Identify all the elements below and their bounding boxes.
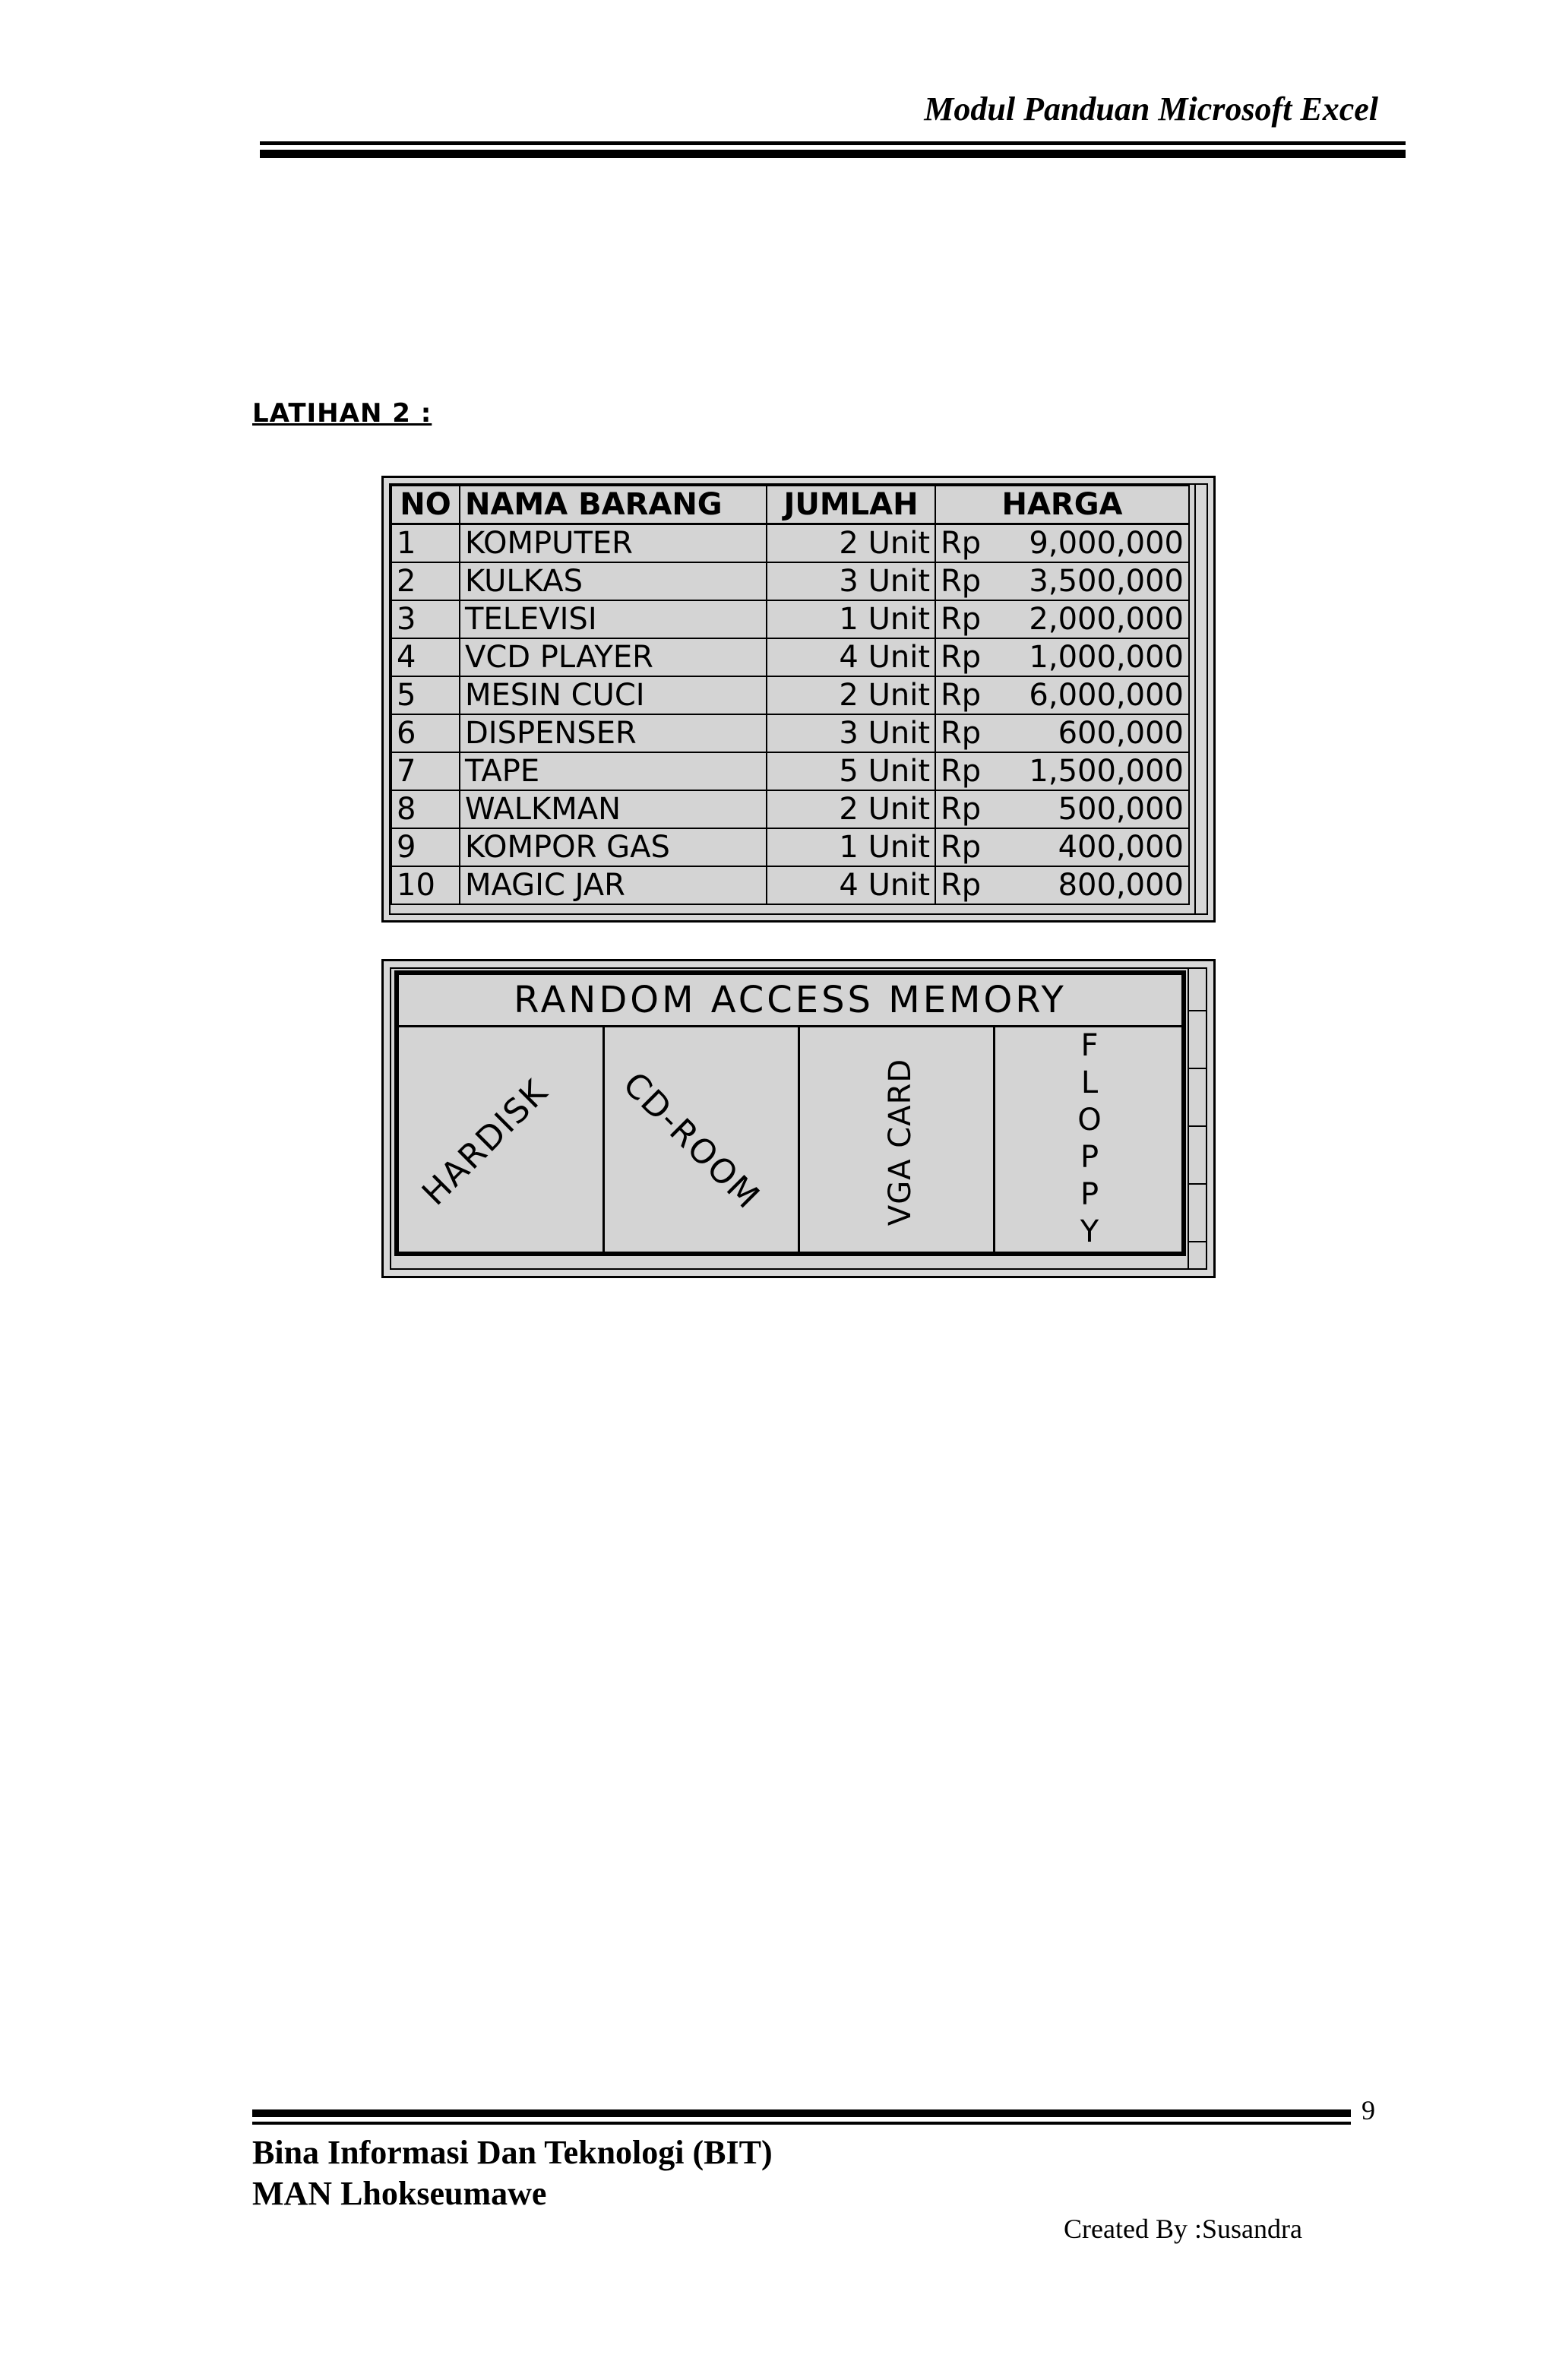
cell-jumlah: 1 Unit (767, 600, 935, 638)
cell-no: 8 (391, 790, 460, 828)
cell-harga (935, 828, 1189, 866)
table-row (391, 638, 1189, 676)
ram-col-cdroom (605, 1027, 800, 1252)
table-row (391, 524, 1189, 563)
cell-harga (935, 600, 1189, 638)
cell-jumlah: 4 Unit (767, 866, 935, 904)
cell-harga-currency: Rp (941, 640, 982, 675)
floppy-letter: L (1080, 1065, 1099, 1100)
ram-col-floppy (995, 1027, 1184, 1252)
cell-no: 7 (391, 752, 460, 790)
cell-no: 2 (391, 562, 460, 600)
cell-harga-currency: Rp (941, 602, 982, 637)
floppy-letter: Y (1080, 1214, 1099, 1249)
spreadsheet-table (381, 476, 1216, 923)
cell-jumlah: 4 Unit (767, 638, 935, 676)
footer-org-line2: MAN Lhokseumawe (252, 2175, 547, 2212)
ram-title: RANDOM ACCESS MEMORY (399, 975, 1181, 1027)
cell-jumlah: 2 Unit (767, 524, 935, 563)
cell-jumlah: 3 Unit (767, 714, 935, 752)
header-rule (260, 141, 1406, 145)
cell-nama-barang: MAGIC JAR (460, 866, 767, 904)
floppy-letter: F (1080, 1028, 1099, 1063)
footer-rule (252, 2122, 1351, 2125)
cell-no: 1 (391, 524, 460, 563)
cell-nama-barang: TELEVISI (460, 600, 767, 638)
cell-harga-currency: Rp (941, 716, 982, 751)
cell-harga-value: 1,500,000 (1029, 754, 1184, 789)
exercise-heading: LATIHAN 2 : (252, 398, 432, 429)
cell-harga-currency: Rp (941, 754, 982, 789)
header-rule-thick (260, 150, 1406, 158)
cell-harga-value: 1,000,000 (1029, 640, 1184, 675)
header-nama-barang: NAMA BARANG (460, 486, 767, 524)
cell-no: 5 (391, 676, 460, 714)
cell-harga-currency: Rp (941, 526, 982, 561)
cell-harga-value: 2,000,000 (1029, 602, 1184, 637)
grid-column-strip (1188, 967, 1207, 1270)
cell-jumlah: 1 Unit (767, 828, 935, 866)
table-row (391, 752, 1189, 790)
cell-nama-barang: TAPE (460, 752, 767, 790)
footer-organization (252, 2132, 773, 2214)
ram-col-vga (800, 1027, 995, 1252)
cell-nama-barang: VCD PLAYER (460, 638, 767, 676)
table-row (391, 790, 1189, 828)
cell-harga-currency: Rp (941, 792, 982, 827)
table-row (391, 866, 1189, 904)
cell-harga-value: 3,500,000 (1029, 564, 1184, 599)
cell-harga-value: 800,000 (1058, 868, 1184, 903)
table-row (391, 676, 1189, 714)
header-title: Modul Panduan Microsoft Excel (924, 90, 1378, 128)
page-number: 9 (1362, 2095, 1375, 2125)
ram-label-hardisk: HARDISK (414, 1071, 556, 1214)
ram-label-cdroom: CD-ROOM (615, 1065, 768, 1217)
footer-credit: Created By :Susandra (1064, 2214, 1302, 2244)
ram-col-hardisk (399, 1027, 605, 1252)
cell-harga-currency: Rp (941, 830, 982, 865)
cell-no: 3 (391, 600, 460, 638)
ram-label-floppy (995, 1027, 1184, 1251)
floppy-letter: P (1080, 1177, 1099, 1212)
header-jumlah: JUMLAH (767, 486, 935, 524)
cell-harga-value: 600,000 (1058, 716, 1184, 751)
cell-harga (935, 638, 1189, 676)
cell-harga-currency: Rp (941, 564, 982, 599)
cell-no: 9 (391, 828, 460, 866)
cell-harga (935, 866, 1189, 904)
cell-nama-barang: WALKMAN (460, 790, 767, 828)
cell-harga-currency: Rp (941, 868, 982, 903)
cell-nama-barang: MESIN CUCI (460, 676, 767, 714)
cell-harga (935, 562, 1189, 600)
table-row (391, 600, 1189, 638)
cell-harga-value: 6,000,000 (1029, 678, 1184, 713)
items-table (391, 485, 1190, 905)
cell-harga (935, 524, 1189, 563)
cell-harga-value: 500,000 (1058, 792, 1184, 827)
ram-sheet (381, 959, 1216, 1278)
cell-no: 6 (391, 714, 460, 752)
ram-label-vga: VGA CARD (883, 1058, 919, 1226)
cell-jumlah: 2 Unit (767, 790, 935, 828)
cell-harga (935, 714, 1189, 752)
cell-jumlah: 2 Unit (767, 676, 935, 714)
cell-no: 10 (391, 866, 460, 904)
header-no: NO (391, 486, 460, 524)
ram-frame (394, 970, 1186, 1256)
table-header-row (391, 486, 1189, 524)
footer-org-line1: Bina Informasi Dan Teknologi (BIT) (252, 2134, 773, 2171)
cell-jumlah: 3 Unit (767, 562, 935, 600)
cell-harga-value: 9,000,000 (1029, 526, 1184, 561)
floppy-letter: O (1077, 1103, 1102, 1138)
header-harga: HARGA (935, 486, 1189, 524)
cell-harga-value: 400,000 (1058, 830, 1184, 865)
cell-harga (935, 790, 1189, 828)
spreadsheet-grid (389, 483, 1208, 915)
cell-jumlah: 5 Unit (767, 752, 935, 790)
cell-nama-barang: KOMPUTER (460, 524, 767, 563)
cell-harga (935, 676, 1189, 714)
table-row (391, 828, 1189, 866)
table-row (391, 714, 1189, 752)
cell-nama-barang: KULKAS (460, 562, 767, 600)
cell-nama-barang: DISPENSER (460, 714, 767, 752)
table-row (391, 562, 1189, 600)
floppy-letter: P (1080, 1140, 1099, 1175)
cell-harga-currency: Rp (941, 678, 982, 713)
cell-nama-barang: KOMPOR GAS (460, 828, 767, 866)
cell-harga (935, 752, 1189, 790)
footer-rule-thick (252, 2109, 1351, 2117)
cell-no: 4 (391, 638, 460, 676)
